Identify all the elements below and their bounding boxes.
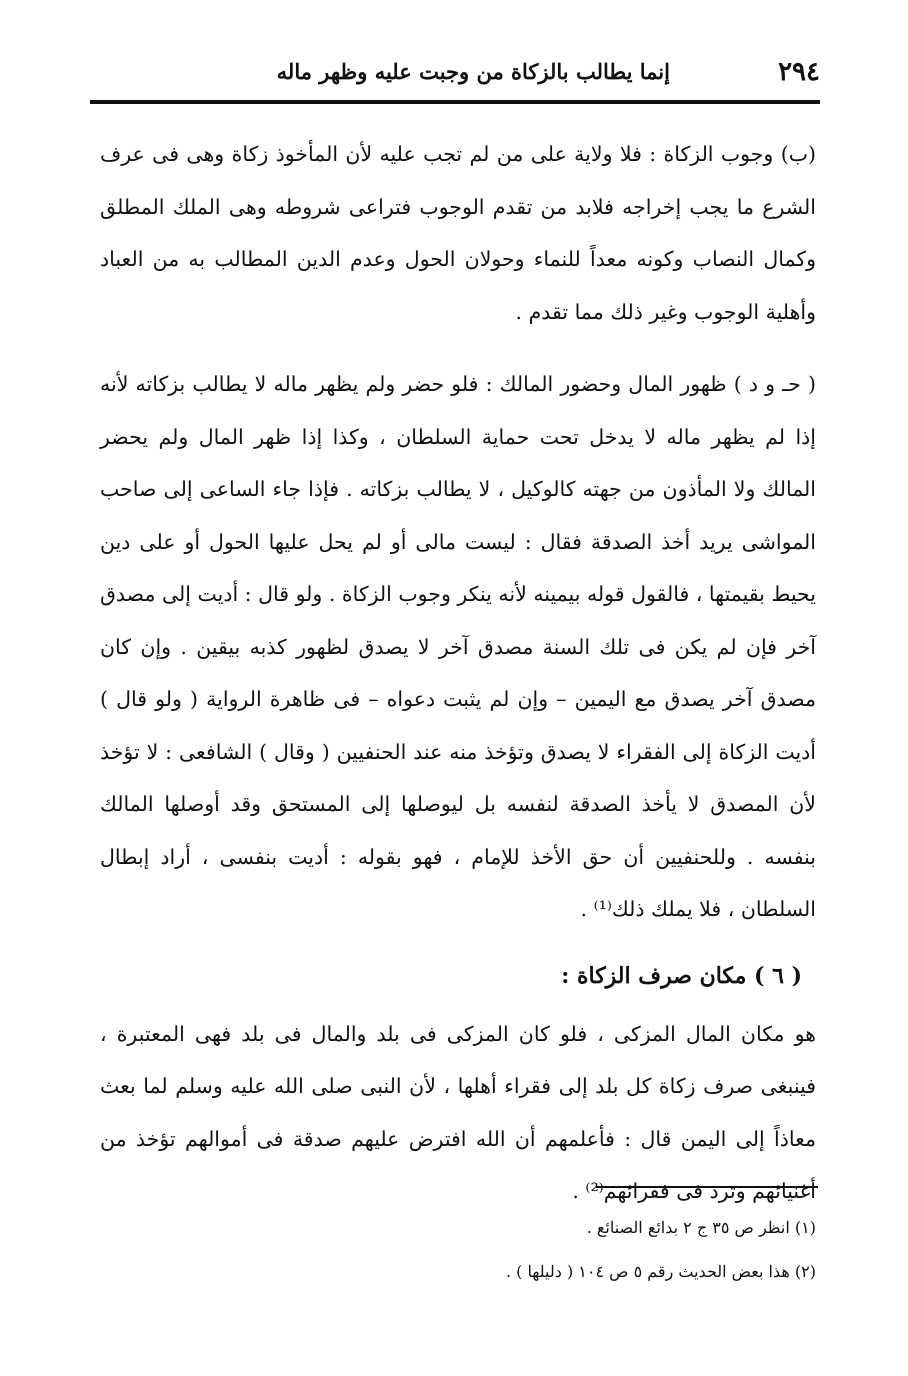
page-number: ٢٩٤ — [778, 57, 820, 87]
header-rule — [90, 100, 820, 104]
running-title: إنما يطالب بالزكاة من وجبت عليه وظهر ماله — [276, 59, 670, 84]
page-header — [90, 52, 820, 92]
footnote-1: (١) انظر ص ٣٥ ج ٢ بدائع الصنائع . — [586, 1218, 816, 1237]
footnotes — [96, 1206, 816, 1294]
footnote-rule — [596, 1186, 818, 1188]
paragraph-zakat-obligation: (ب) وجوب الزكاة : فلا ولاية على من لم تجب عليه لأن المأخوذ زكاة وهى فى عرف الشرع ما يجب إخراجه فلابد من تقدم الوجوب فتراعى شروطه وهى الملك المطلق وكمال النصاب وكونه معداً للنماء وحولان الحول وعدم الدين المطالب به من العباد وأهلية الوجوب وغير ذلك مما تقدم . — [100, 142, 816, 324]
paragraph-wealth-visibility: ( حـ و د ) ظهور المال وحضور المالك : فلو حضر ولم يظهر ماله لا يطالب بزكاته لأنه إذا لم يظهر ماله لا يدخل تحت حماية السلطان ، وكذا إذا ظهر المال ولم يحضر المالك ولا المأذون من جهته كالوكيل ، لا يطالب بزكاته . فإذا جاء الساعى إلى صاحب المواشى يريد أخذ الصدقة فقال : ليست مالى أو لم يحل عليها الحول أو على دين يحيط بقيمتها ، فالقول قوله بيمينه لأنه ينكر وجوب الزكاة . ولو قال : أديت إلى مصدق آخر فإن لم يكن فى تلك السنة مصدق آخر لا يصدق لظهور كذبه بيقين . وإن كان مصدق آخر يصدق مع اليمين – وإن لم يثبت دعواه – فى ظاهرة الرواية ( ولو قال ) أديت الزكاة إلى الفقراء لا يصدق وتؤخذ منه عند الحنفيين ( وقال ) الشافعى : لا تؤخذ لأن المصدق لا يأخذ الصدقة لنفسه بل ليوصلها إلى المستحق وقد أوصلها المالك بنفسه . وللحنفيين أن حق الأخذ للإمام ، فهو بقوله : أديت بنفسى ، أراد إبطال السلطان ، فلا يملك ذلك⁽¹⁾ . — [100, 372, 816, 921]
footnote-2: (٢) هذا بعض الحديث رقم ٥ ص ١٠٤ ( دليلها ) . — [506, 1262, 816, 1281]
main-text — [100, 128, 816, 1218]
paragraph-place-of-distribution: هو مكان المال المزكى ، فلو كان المزكى فى بلد والمال فى بلد فهى المعتبرة ، فينبغى صرف زكاة كل بلد إلى فقراء أهلها ، لأن النبى صلى الله عليه وسلم لما بعث معاذاً إلى اليمن قال : فأعلمهم أن الله افترض عليهم صدقة فى أموالهم تؤخذ من أغنيائهم وترد فى فقرائهم⁽²⁾ . — [100, 1021, 816, 1203]
section-heading: ( ٦ ) مكان صرف الزكاة : — [561, 962, 802, 989]
